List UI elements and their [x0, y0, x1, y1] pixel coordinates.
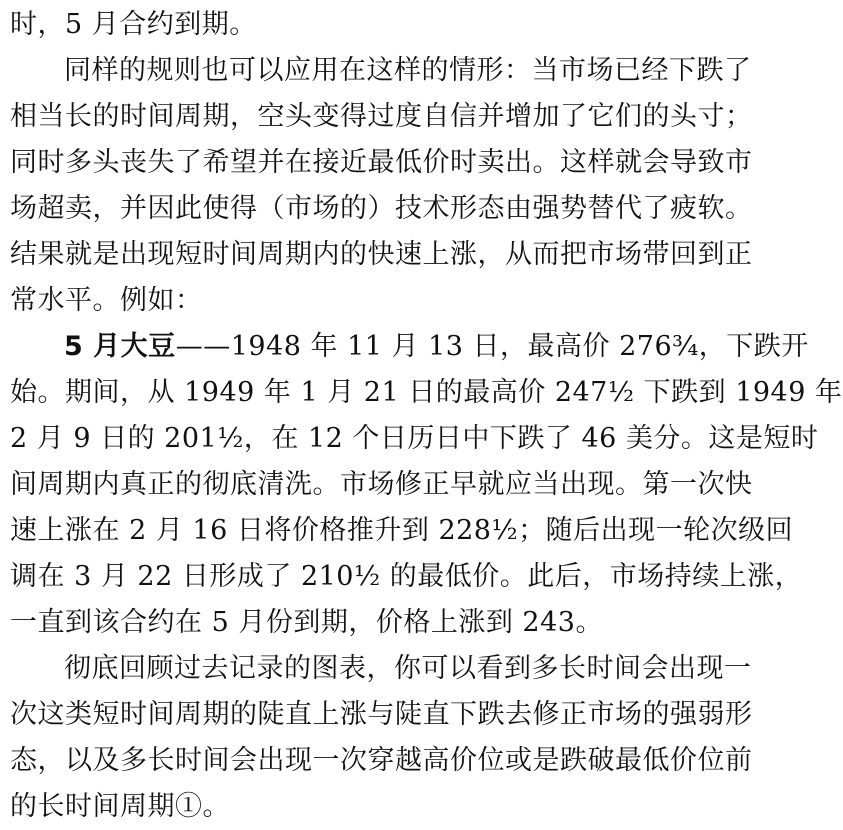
- paragraph-3-line-5: 速上涨在 2 月 16 日将价格推升到 228½；随后出现一轮次级回: [10, 515, 794, 546]
- paragraph-2-line-4: 场超卖，并因此使得（市场的）技术形态由强势替代了疲软。: [10, 193, 753, 224]
- paragraph-2-line-3: 同时多头丧失了希望并在接近最低价时卖出。这样就会导致市: [10, 147, 753, 178]
- paragraph-3-line-4: 间周期内真正的彻底清洗。市场修正早就应当出现。第一次快: [10, 469, 753, 500]
- paragraph-4-line-3: 态，以及多长时间会出现一次穿越高价位或是跌破最低价位前: [10, 745, 753, 776]
- paragraph-2-line-5: 结果就是出现短时间周期内的快速上涨，从而把市场带回到正: [10, 239, 753, 270]
- paragraph-3-line-3: 2 月 9 日的 201½，在 12 个日历日中下跌了 46 美分。这是短时: [10, 423, 819, 454]
- paragraph-4-line-2: 次这类短时间周期的陡直上涨与陡直下跌去修正市场的强弱形: [10, 699, 753, 730]
- paragraph-3-line-7: 一直到该合约在 5 月份到期，价格上涨到 243。: [10, 607, 603, 638]
- paragraph-4-line-1: 彻底回顾过去记录的图表，你可以看到多长时间会出现一: [64, 653, 752, 684]
- paragraph-1-line-1: 时，5 月合约到期。: [10, 9, 257, 40]
- paragraph-4-line-4: 的长时间周期①。: [10, 791, 230, 822]
- paragraph-3-line-2: 始。期间，从 1949 年 1 月 21 日的最高价 247½ 下跌到 1949 年: [10, 377, 843, 408]
- paragraph-3-line-1: [10, 324, 809, 370]
- soybean-heading: 5 月大豆: [64, 331, 176, 362]
- paragraph-2-line-6: 常水平。例如：: [10, 285, 203, 316]
- paragraph-3-line-6: 调在 3 月 22 日形成了 210½ 的最低价。此后，市场持续上涨，: [10, 561, 803, 592]
- paragraph-3-line-1-rest: ——1948 年 11 月 13 日，最高价 276¾，下跌开: [175, 331, 809, 362]
- paragraph-2-line-1: 同样的规则也可以应用在这样的情形：当市场已经下跌了: [64, 55, 752, 86]
- paragraph-2-line-2: 相当长的时间周期，空头变得过度自信并增加了它们的头寸；: [10, 101, 753, 132]
